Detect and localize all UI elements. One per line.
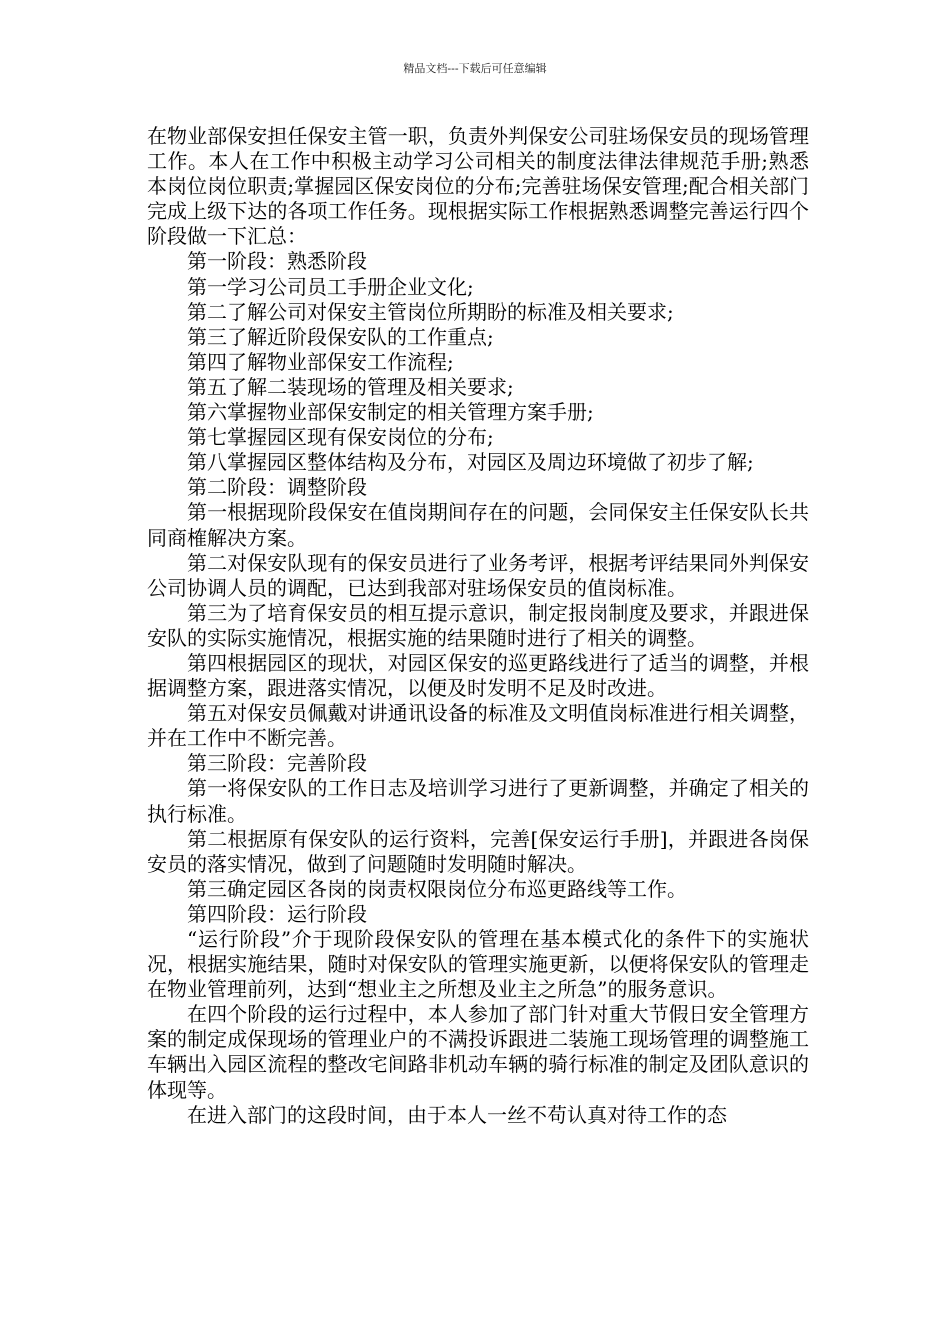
paragraph: 第六掌握物业部保安制定的相关管理方案手册; xyxy=(187,400,594,425)
paragraph: 第三阶段：完善阶段 xyxy=(187,751,367,776)
paragraph: 第四根据园区的现状，对园区保安的巡更路线进行了适当的调整，并根据调整方案，跟进落实情况，以便及时发明不足及时改进。 xyxy=(147,650,809,701)
paragraph: 在进入部门的这段时间，由于本人一丝不苟认真对待工作的态 xyxy=(187,1102,727,1127)
page-header: 精品文档---下载后可任意编辑 xyxy=(403,62,547,75)
paragraph: 第四阶段：运行阶段 xyxy=(187,901,367,926)
paragraph: 第二阶段：调整阶段 xyxy=(187,475,367,500)
paragraph: 第二对保安队现有的保安员进行了业务考评，根据考评结果同外判保安公司协调人员的调配，已达到我部对驻场保安员的值岗标准。 xyxy=(147,550,809,600)
paragraph: 第八掌握园区整体结构及分布，对园区及周边环境做了初步了解; xyxy=(187,450,754,475)
paragraph: 在四个阶段的运行过程中，本人参加了部门针对重大节假日安全管理方案的制定成保现场的管理业户的不满投诉跟进二装施工现场管理的调整施工车辆出入园区流程的整改宅间路非机动车辆的骑行标准的制定及团队意识的体现等。 xyxy=(147,1002,809,1102)
paragraph: 第七掌握园区现有保安岗位的分布; xyxy=(187,425,494,450)
paragraph: 第一根据现阶段保安在值岗期间存在的问题，会同保安主任保安队长共同商榷解决方案。 xyxy=(147,500,809,550)
paragraph: 第三了解近阶段保安队的工作重点; xyxy=(187,324,494,349)
paragraph: 第四了解物业部保安工作流程; xyxy=(187,349,454,374)
paragraph: 第三确定园区各岗的岗责权限岗位分布巡更路线等工作。 xyxy=(187,876,687,901)
paragraph: 第一阶段：熟悉阶段 xyxy=(187,249,367,274)
document-body xyxy=(147,124,809,1128)
paragraph: 第一将保安队的工作日志及培训学习进行了更新调整，并确定了相关的执行标准。 xyxy=(147,776,809,826)
paragraph: 第五了解二装现场的管理及相关要求; xyxy=(187,374,514,399)
paragraph: 第二了解公司对保安主管岗位所期盼的标准及相关要求; xyxy=(187,299,674,324)
paragraph: 第一学习公司员工手册企业文化; xyxy=(187,274,474,299)
paragraph: “运行阶段”介于现阶段保安队的管理在基本模式化的条件下的实施状况，根据实施结果，随时对保安队的管理实施更新，以便将保安队的管理走在物业管理前列，达到“想业主之所想及业主之所急”的服务意识。 xyxy=(147,927,809,1002)
paragraph: 第五对保安员佩戴对讲通讯设备的标准及文明值岗标准进行相关调整，并在工作中不断完善。 xyxy=(147,701,809,751)
paragraph: 第三为了培育保安员的相互提示意识，制定报岗制度及要求，并跟进保安队的实际实施情况，根据实施的结果随时进行了相关的调整。 xyxy=(147,600,809,650)
paragraph: 在物业部保安担任保安主管一职，负责外判保安公司驻场保安员的现场管理工作。本人在工作中积极主动学习公司相关的制度法律法律规范手册;熟悉本岗位岗位职责;掌握园区保安岗位的分布;完善驻场保安管理;配合相关部门完成上级下达的各项工作任务。现根据实际工作根据熟悉调整完善运行四个阶段做一下汇总： xyxy=(147,124,809,249)
paragraph: 第二根据原有保安队的运行资料，完善[保安运行手册]，并跟进各岗保安员的落实情况，做到了问题随时发明随时解决。 xyxy=(147,826,809,876)
